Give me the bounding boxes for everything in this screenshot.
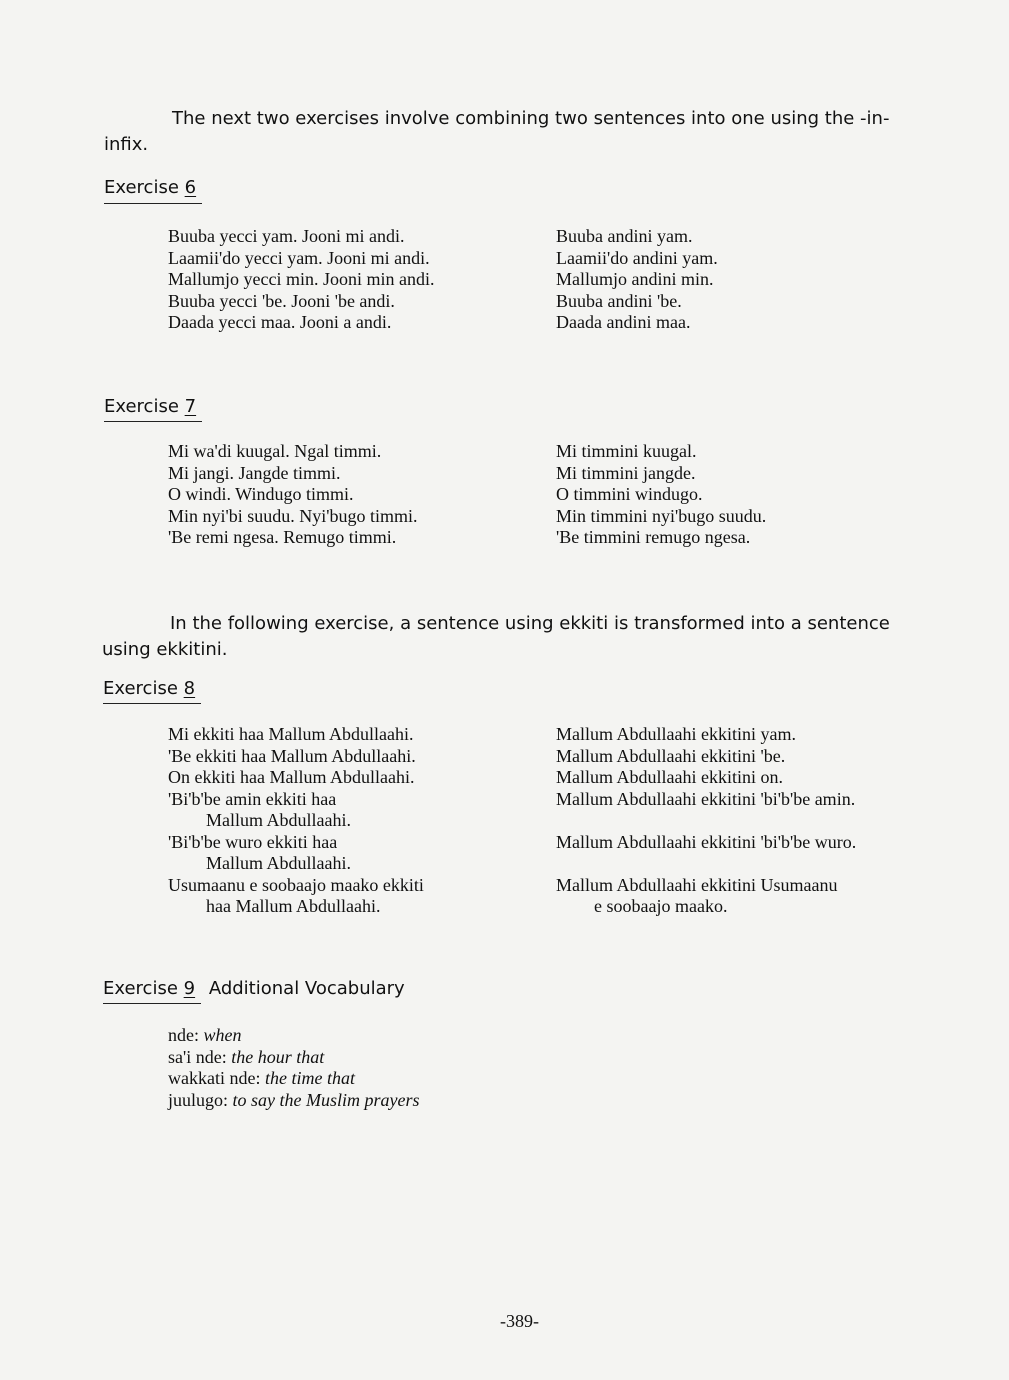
intro-line-2: infix. <box>104 134 149 155</box>
heading-underline <box>104 421 202 422</box>
vocabulary-item <box>168 1090 420 1112</box>
sentence: Min timmini nyi'bugo suudu. <box>556 505 767 526</box>
sentence-continuation: Mallum Abdullaahi. <box>206 810 351 830</box>
exercise-7-heading <box>104 396 196 417</box>
exercise-number: 7 <box>184 396 197 417</box>
sentence: Daada yecci maa. Jooni a andi. <box>168 312 392 332</box>
vocabulary-term: juulugo: <box>168 1089 229 1110</box>
sentence: Buuba andini yam. <box>556 226 693 246</box>
sentence: Laamii'do yecci yam. Jooni mi andi. <box>168 247 430 268</box>
exercise-6-heading <box>104 177 196 198</box>
sentence: Mallum Abdullaahi ekkitini Usumaanu <box>556 874 838 895</box>
intro-line-2: using ekkitini. <box>102 639 228 660</box>
exercise-number: 6 <box>184 177 197 198</box>
sentence: O timmini windugo. <box>556 484 703 504</box>
sentence-continuation: haa Mallum Abdullaahi. <box>206 896 381 916</box>
exercise-subtitle: Additional Vocabulary <box>208 978 405 999</box>
vocabulary-term: wakkati nde: <box>168 1068 261 1088</box>
sentence: 'Bi'b'be amin ekkiti haa <box>168 788 337 809</box>
exercise-label: Exercise <box>104 177 179 198</box>
sentence: Mallum Abdullaahi ekkitini 'be. <box>556 745 786 766</box>
vocabulary-gloss: the hour that <box>231 1046 325 1067</box>
intro-line-1: In the following exercise, a sentence using ekkiti is transformed into a sentence <box>170 613 890 634</box>
exercise-8-heading <box>103 678 195 699</box>
heading-underline <box>104 203 202 204</box>
sentence: Mi ekkiti haa Mallum Abdullaahi. <box>168 724 414 744</box>
sentence-continuation: e soobaajo maako. <box>594 896 728 916</box>
vocabulary-item <box>168 1068 420 1090</box>
exercise-6-left-column <box>168 226 434 334</box>
exercise-7-right-column <box>556 441 766 549</box>
sentence: Usumaanu e soobaajo maako ekkiti <box>168 874 424 895</box>
sentence: 'Bi'b'be wuro ekkiti haa <box>168 831 338 852</box>
sentence: Mi timmini kuugal. <box>556 441 697 461</box>
sentence: Mallumjo andini min. <box>556 269 714 289</box>
exercise-9-heading <box>103 978 405 999</box>
sentence: Mi jangi. Jangde timmi. <box>168 462 341 483</box>
exercise-8-left-column <box>168 724 424 918</box>
vocabulary-list <box>168 1025 420 1111</box>
sentence: Buuba yecci yam. Jooni mi andi. <box>168 226 405 246</box>
vocabulary-gloss: to say the Muslim prayers <box>232 1089 420 1110</box>
sentence: Min nyi'bi suudu. Nyi'bugo timmi. <box>168 505 418 526</box>
sentence: 'Be timmini remugo ngesa. <box>556 527 751 547</box>
sentence: Mi wa'di kuugal. Ngal timmi. <box>168 441 382 461</box>
sentence: Mallumjo yecci min. Jooni min andi. <box>168 269 435 289</box>
sentence: 'Be remi ngesa. Remugo timmi. <box>168 527 397 547</box>
heading-underline <box>103 1003 201 1004</box>
sentence: Buuba yecci 'be. Jooni 'be andi. <box>168 290 395 311</box>
vocabulary-item <box>168 1047 420 1069</box>
exercise-8-right-column <box>556 724 856 918</box>
sentence: On ekkiti haa Mallum Abdullaahi. <box>168 767 415 787</box>
intro-line-1: The next two exercises involve combining two sentences into one using the -in- <box>172 108 890 129</box>
vocabulary-item <box>168 1025 420 1047</box>
sentence: Mallum Abdullaahi ekkitini 'bi'b'be amin. <box>556 788 856 809</box>
sentence: Laamii'do andini yam. <box>556 247 718 268</box>
vocabulary-gloss: the time that <box>264 1068 355 1088</box>
sentence: Mallum Abdullaahi ekkitini yam. <box>556 724 796 744</box>
exercise-6-right-column <box>556 226 718 334</box>
sentence: Buuba andini 'be. <box>556 290 682 311</box>
spacer <box>556 853 856 875</box>
exercise-number: 8 <box>183 678 196 699</box>
vocabulary-term: sa'i nde: <box>168 1046 227 1067</box>
page-number: -389- <box>500 1311 539 1331</box>
sentence: O windi. Windugo timmi. <box>168 484 354 504</box>
intro-paragraph-1 <box>104 106 889 158</box>
sentence: Mi timmini jangde. <box>556 462 696 483</box>
sentence: Mallum Abdullaahi ekkitini on. <box>556 767 783 787</box>
exercise-number: 9 <box>183 978 196 999</box>
heading-underline <box>103 703 201 704</box>
exercise-label: Exercise <box>104 396 179 417</box>
spacer <box>556 810 856 832</box>
sentence: 'Be ekkiti haa Mallum Abdullaahi. <box>168 745 416 766</box>
vocabulary-term: nde: <box>168 1025 199 1045</box>
exercise-label: Exercise <box>103 978 178 999</box>
exercise-label: Exercise <box>103 678 178 699</box>
intro-paragraph-2 <box>102 611 890 663</box>
vocabulary-gloss: when <box>203 1025 242 1045</box>
sentence: Daada andini maa. <box>556 312 691 332</box>
sentence-continuation: Mallum Abdullaahi. <box>206 853 351 873</box>
sentence: Mallum Abdullaahi ekkitini 'bi'b'be wuro. <box>556 831 857 852</box>
exercise-7-left-column <box>168 441 418 549</box>
